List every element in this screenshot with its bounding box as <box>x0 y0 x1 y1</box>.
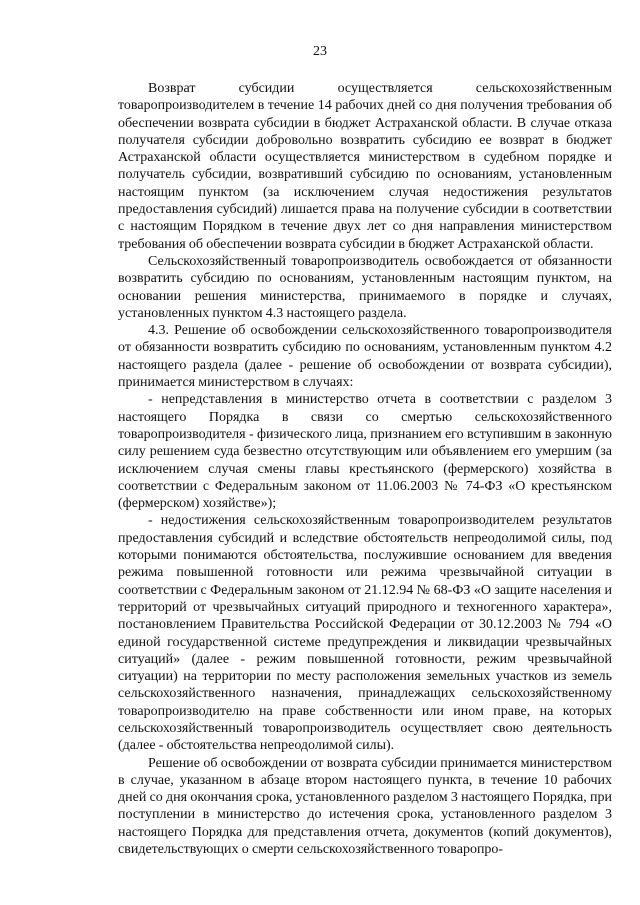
paragraph-section-4-3: 4.3. Решение об освобождении сельскохозяйственного товаропроизводителя от обязанности возвратить субсидию по основаниям, установленным пунктом 4.2 настоящего раздела (далее - решение об освобождении от возврата субсидии), принимается министерством в случаях: <box>118 323 612 391</box>
paragraph-decision-timing: Решение об освобождении от возврата субсидии принимается министерством в случае, указанном в абзаце втором настоящего пункта, в течение 10 рабочих дней со дня окончания срока, установленного разделом 3 настоящего Порядка, при поступлении в министерство до истечения срока, установленного разделом 3 настоящего Порядка для представления отчета, документов (копий документов), свидетельствующих о смерти сельскохозяйственного товаропро- <box>118 755 612 858</box>
paragraph-exemption-basis: Сельскохозяйственный товаропроизводитель освобождается от обязанности возвратить субсидию по основаниям, установленным настоящим пунктом, на основании решения министерства, принимаемого в порядке и случаях, установленных пунктом 4.3 настоящего раздела. <box>118 253 612 321</box>
paragraph-case-report-not-submitted: - непредставления в министерство отчета в соответствии с разделом 3 настоящего Порядка в связи со смертью сельскохозяйственного товаропроизводителя - физического лица, признанием его вступившим в законную силу решением суда безвестно отсутствующим или объявлением его умершим (за исключением случая смены главы крестьянского (фермерского) хозяйства в соответствии с Федеральным законом от 11.06.2003 № 74-ФЗ «О крестьянском (фермерском) хозяйстве»); <box>118 392 612 512</box>
paragraph-case-force-majeure: - недостижения сельскохозяйственным товаропроизводителем результатов предоставления субсидий и вследствие обстоятельств непреодолимой силы, под которыми понимаются обстоятельства, послужившие основанием для введения режима повышенной готовности или режима чрезвычайной ситуации в соответствии с Федеральным законом от 21.12.94 № 68-ФЗ «О защите населения и территорий от чрезвычайных ситуаций природного и техногенного характера», постановлением Правительства Российской Федерации от 30.12.2003 № 794 «О единой государственной системе предупреждения и ликвидации чрезвычайных ситуаций» (далее - режим повышенной готовности, режим чрезвычайной ситуации) на территории по месту расположения земельных участков из земель сельскохозяйственного назначения, принадлежащих сельскохозяйственному товаропроизводителю на праве собственности или ином праве, на которых сельскохозяйственный товаропроизводитель осуществляет свою деятельность (далее - обстоятельства непреодолимой силы). <box>118 513 612 754</box>
page-number: 23 <box>313 44 327 59</box>
paragraph-subsidy-return: Возврат субсидии осуществляется сельскохозяйственным товаропроизводителем в течение 14 рабочих дней со дня получения требования об обеспечении возврата субсидии в бюджет Астраханской области. В случае отказа получателя субсидии добровольно возвратить субсидию ее возврат в бюджет Астраханской области осуществляется министерством в судебном порядке и получатель субсидии, возвративший субсидию по основаниям, установленным настоящим пунктом (за исключением случая недостижения результатов предоставления субсидий) лишается права на получение субсидии в соответствии с настоящим Порядком в течение двух лет со дня направления министерством требования об обеспечении возврата субсидии в бюджет Астраханской области. <box>118 81 612 252</box>
document-body <box>118 80 612 858</box>
